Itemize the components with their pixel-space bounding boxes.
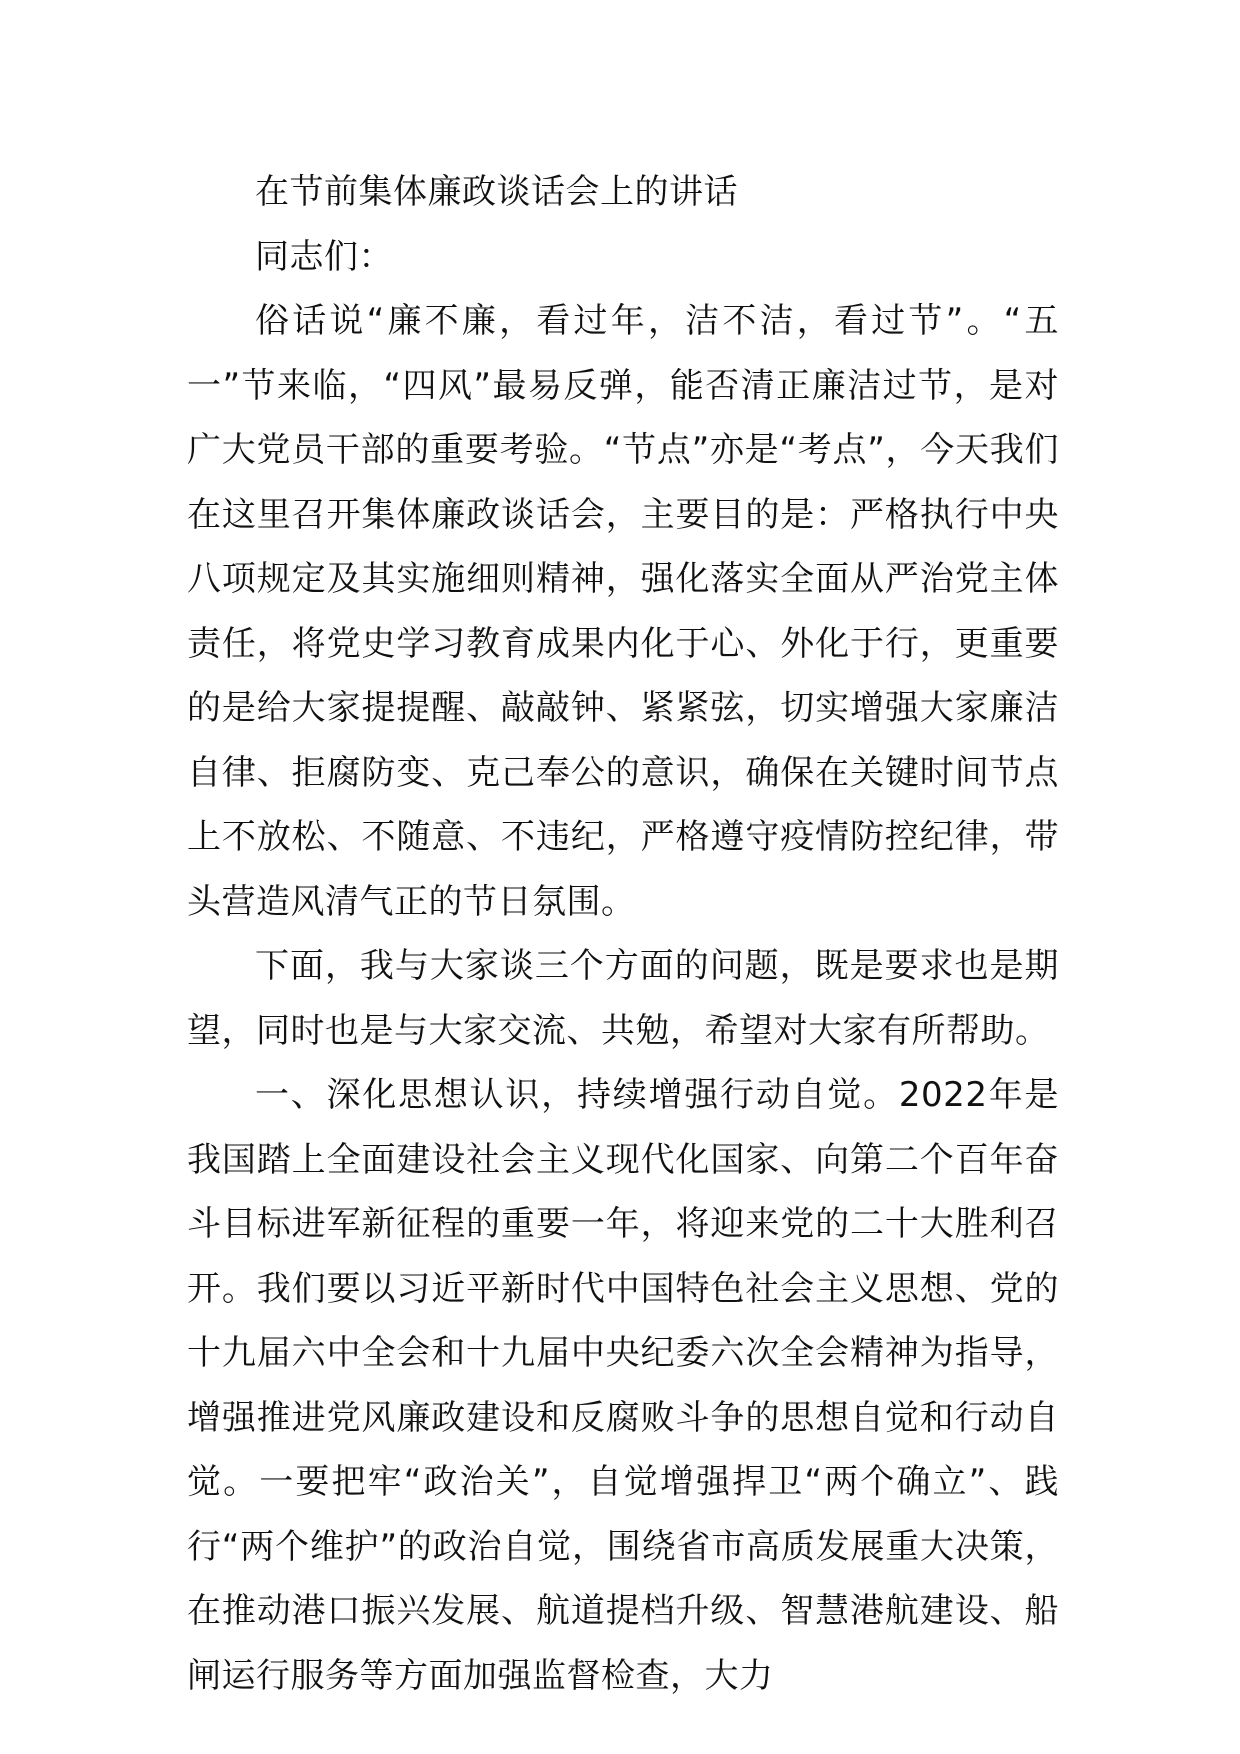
salutation: 同志们： xyxy=(255,236,393,277)
paragraph-2: 下面，我与大家谈三个方面的问题，既是要求也是期望，同时也是与大家交流、共勉，希望对大家有所帮助。 xyxy=(187,946,1059,1051)
document-title: 在节前集体廉政谈话会上的讲话 xyxy=(255,172,738,212)
paragraph-1: 俗话说“廉不廉，看过年，洁不洁，看过节”。“五一”节来临，“四风”最易反弹，能否清正廉洁过节，是对广大党员干部的重要考验。“节点”亦是“考点”，今天我们在这里召开集体廉政谈话会，主要目的是：严格执行中央八项规定及其实施细则精神，强化落实全面从严治党主体责任，将党史学习教育成果内化于心、外化于行，更重要的是给大家提提醒、敲敲钟、紧紧弦，切实增强大家廉洁自律、拒腐防变、克己奉公的意识，确保在关键时间节点上不放松、不随意、不违纪，严格遵守疫情防控纪律，带头营造风清气正的节日氛围。 xyxy=(187,301,1059,922)
document-body xyxy=(187,160,1059,1708)
paragraph-3: 一、深化思想认识，持续增强行动自觉。2022年是我国踏上全面建设社会主义现代化国家、向第二个百年奋斗目标进军新征程的重要一年，将迎来党的二十大胜利召开。我们要以习近平新时代中国特色社会主义思想、党的十九届六中全会和十九届中央纪委六次全会精神为指导，增强推进党风廉政建设和反腐败斗争的思想自觉和行动自觉。一要把牢“政治关”，自觉增强捍卫“两个确立”、践行“两个维护”的政治自觉，围绕省市高质发展重大决策，在推动港口振兴发展、航道提档升级、智慧港航建设、船闸运行服务等方面加强监督检查，大力 xyxy=(187,1075,1059,1696)
